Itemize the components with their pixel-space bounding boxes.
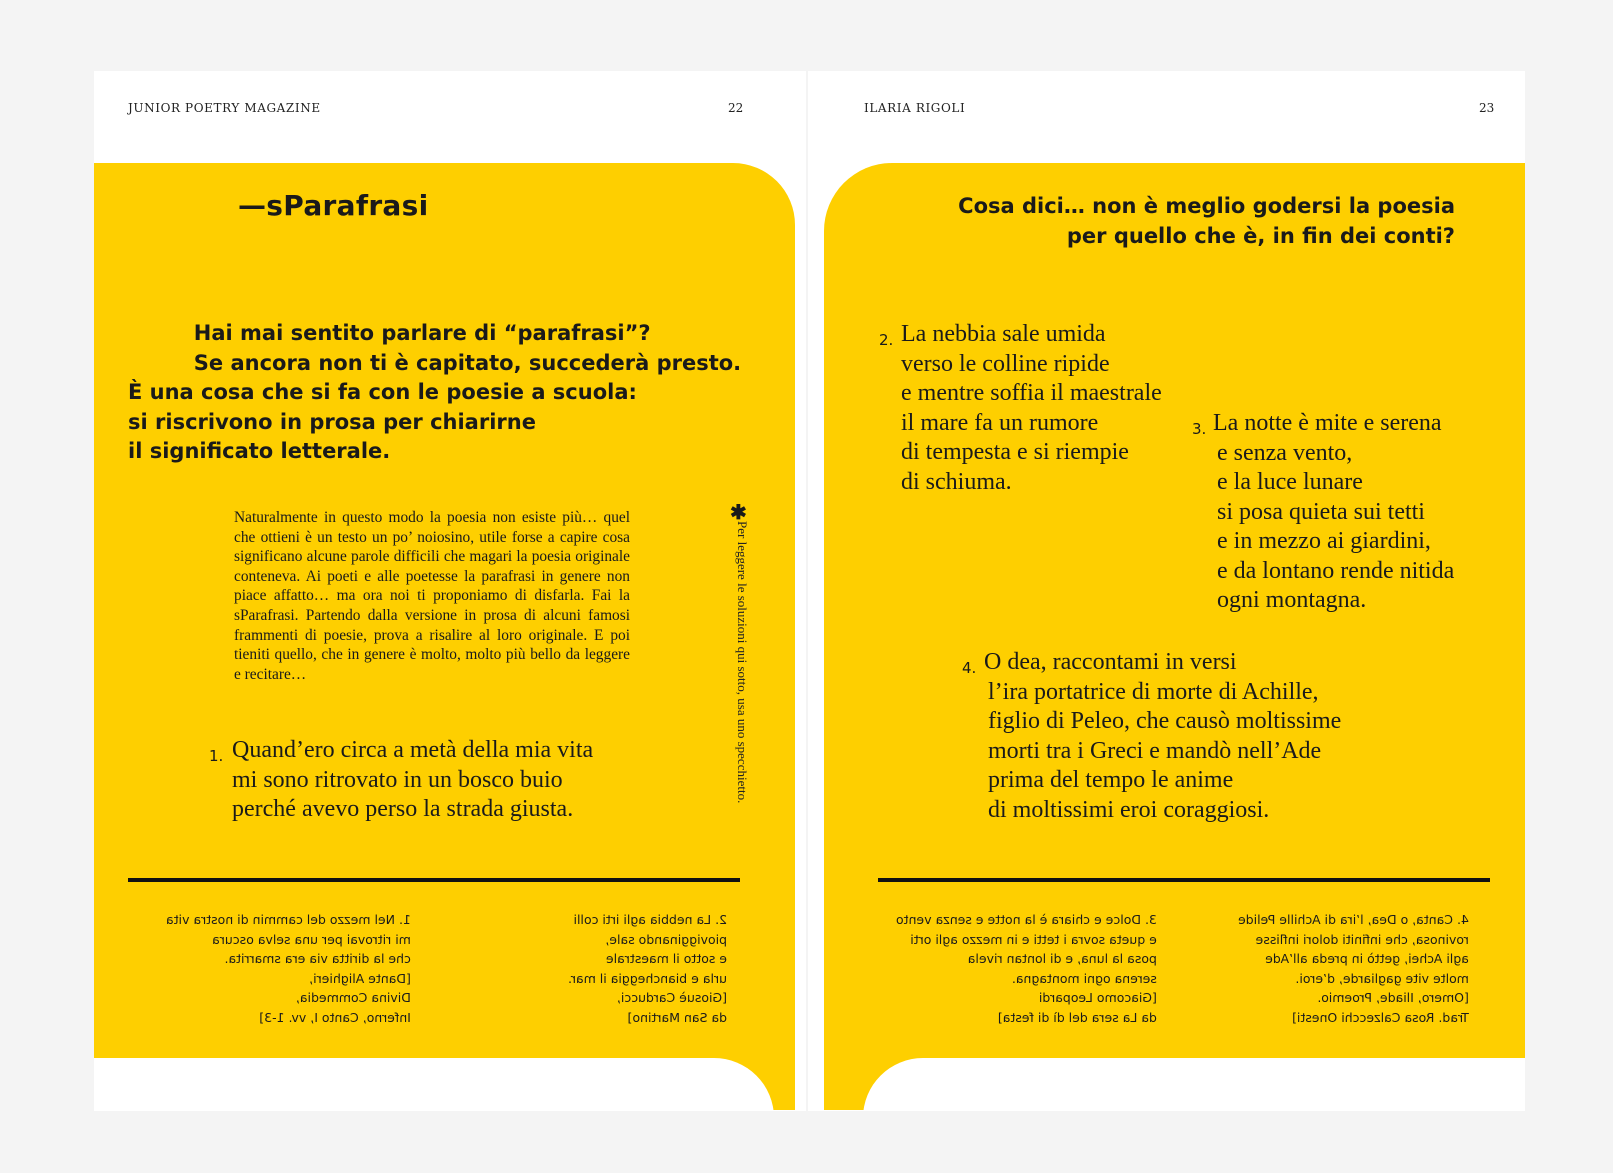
running-head: JUNIOR POETRY MAGAZINE [128, 101, 321, 115]
poem-line: prima del tempo le anime [988, 767, 1234, 793]
answer-line: [Giacomo Leopardi [1038, 990, 1157, 1005]
answer-line: [Giosuè Carducci, [616, 990, 728, 1005]
answer-line: serena ogni montagna. [1011, 970, 1157, 986]
answer-line: Trad. Rosa Calzecchi Onesti] [1292, 1009, 1469, 1025]
poem-line: e la luce lunare [1217, 469, 1363, 495]
answer-line: che la diritta via era smarrita. [224, 951, 411, 966]
poem-line: La notte è mite e serena [1213, 410, 1442, 436]
poem-line: e da lontano rende nitida [1217, 557, 1455, 584]
answer-line: urla e biancheggia il mar. [568, 970, 728, 986]
poem-line: l’ira portatrice di morte di Achille, [988, 678, 1319, 705]
poem-line: e senza vento, [1217, 439, 1353, 466]
poem-line: morti tra i Greci e mandò nell’Ade [988, 737, 1322, 764]
answer-line: [Dante Alighieri, [309, 970, 411, 986]
poem-line: figlio di Peleo, che causò moltissime [988, 708, 1342, 734]
bottom-cut [863, 1058, 1525, 1111]
answer-line: [Omero, Iliade, Proemio. [1317, 990, 1469, 1005]
left-page [94, 71, 806, 1111]
answer-line: mi ritrovai per una selva oscura [212, 931, 411, 947]
poem-line: il mare fa un rumore [901, 409, 1099, 436]
answer-line: agli Achei, gettò in preda all’Ade [1265, 951, 1469, 966]
poem-2 [879, 320, 1162, 497]
mirrored-answer-3 [896, 910, 1157, 1027]
answer-line: Divina Commedia, [295, 990, 411, 1005]
poem-line: verso le colline ripide [901, 350, 1110, 377]
answer-line: 4. Canta, o Dea, l’ira di Achille Pelide [1238, 912, 1469, 927]
running-head: ILARIA RIGOLI [864, 101, 966, 115]
answer-line: 2. La nebbia agli irti colli [573, 912, 728, 927]
mirrored-answer-1 [166, 910, 411, 1027]
closing-question: Cosa dici… non è meglio godersi la poesia per quello che è, in fin dei conti? [958, 194, 1455, 248]
poem-line: e mentre soffia il maestrale [901, 380, 1162, 406]
answer-line: rovinosa, che infiniti dolori inflisse [1255, 931, 1469, 947]
answer-line: piovigginando sale, [605, 931, 728, 947]
poem-line: e in mezzo ai giardini, [1217, 528, 1431, 554]
page-title: —sParafrasi [238, 189, 429, 222]
poem-number: 4. [962, 659, 977, 677]
side-note: Per leggere le soluzioni qui sotto, usa uno specchietto. [735, 521, 750, 804]
poem-number: 1. [209, 747, 224, 765]
answer-line: 1. Nel mezzo del cammin di nostra vita [166, 912, 411, 927]
answer-line: molte vite gagliarde, d’eroi. [1295, 970, 1469, 986]
poem-number: 2. [879, 331, 894, 349]
poem-line: perché avevo perso la strada giusta. [232, 796, 574, 822]
poem-line: mi sono ritrovato in un bosco buio [232, 766, 563, 793]
answer-line: e sotto il maestrale [605, 951, 728, 966]
divider-rule [878, 878, 1490, 882]
poem-1 [209, 736, 594, 825]
divider-rule [128, 878, 740, 882]
answer-line: 3. Dolce e chiara è la notte e senza vento [896, 912, 1157, 927]
answer-line: da San Martino] [627, 1009, 728, 1025]
poem-line: Quand’ero circa a metà della mia vita [232, 737, 594, 763]
bottom-cut [94, 1058, 774, 1111]
answer-line: Inferno, Canto I, vv. 1-3] [259, 1009, 411, 1025]
poem-3 [1192, 409, 1455, 616]
poem-line: ogni montagna. [1217, 587, 1367, 613]
answer-line: da La sera del dì di festa] [997, 1009, 1157, 1025]
poem-line: O dea, raccontami in versi [984, 649, 1237, 675]
right-page [808, 71, 1525, 1111]
poem-4 [962, 648, 1342, 825]
mirrored-answer-4 [1238, 910, 1469, 1027]
answer-line: e queta sovra i tetti e in mezzo agli orti [910, 931, 1157, 947]
poem-line: si posa quieta sui tetti [1217, 498, 1425, 525]
poem-line: La nebbia sale umida [901, 321, 1106, 347]
poem-line: di moltissimi eroi coraggiosi. [988, 796, 1270, 823]
poem-number: 3. [1192, 420, 1207, 438]
body-paragraph: Naturalmente in questo modo la poesia non esiste più… quel che ottieni è un testo un po’ noiosino, utile forse a capire cosa significano alcune parole difficili che magari la poesia originale conteneva. Ai poeti e alle poetesse la parafrasi in genere non piace affatto… ma ora noi ti proponiamo di disfarla. Fai la sParafrasi. Partendo dalla versione in prosa di alcuni famosi frammenti di poesie, prova a risalire al loro originale. E poi tieniti quello, che in genere è molto, molto più bello da leggere e recitare… [234, 509, 630, 683]
poem-line: di schiuma. [901, 468, 1012, 495]
answer-line: posa la luna, e di lontan rivela [967, 951, 1157, 966]
page-number: 22 [728, 101, 744, 115]
page-number: 23 [1479, 101, 1495, 115]
asterisk-icon: ✱ [730, 500, 747, 524]
mirrored-answer-2 [568, 910, 727, 1027]
poem-line: di tempesta e si riempie [901, 439, 1129, 465]
intro-paragraph: Hai mai sentito parlare di “parafrasi”? Se ancora non ti è capitato, succederà presto. È una cosa che si fa con le poesie a scuola: si riscrivono in prosa per chiarirne il significato letterale. [128, 321, 742, 463]
